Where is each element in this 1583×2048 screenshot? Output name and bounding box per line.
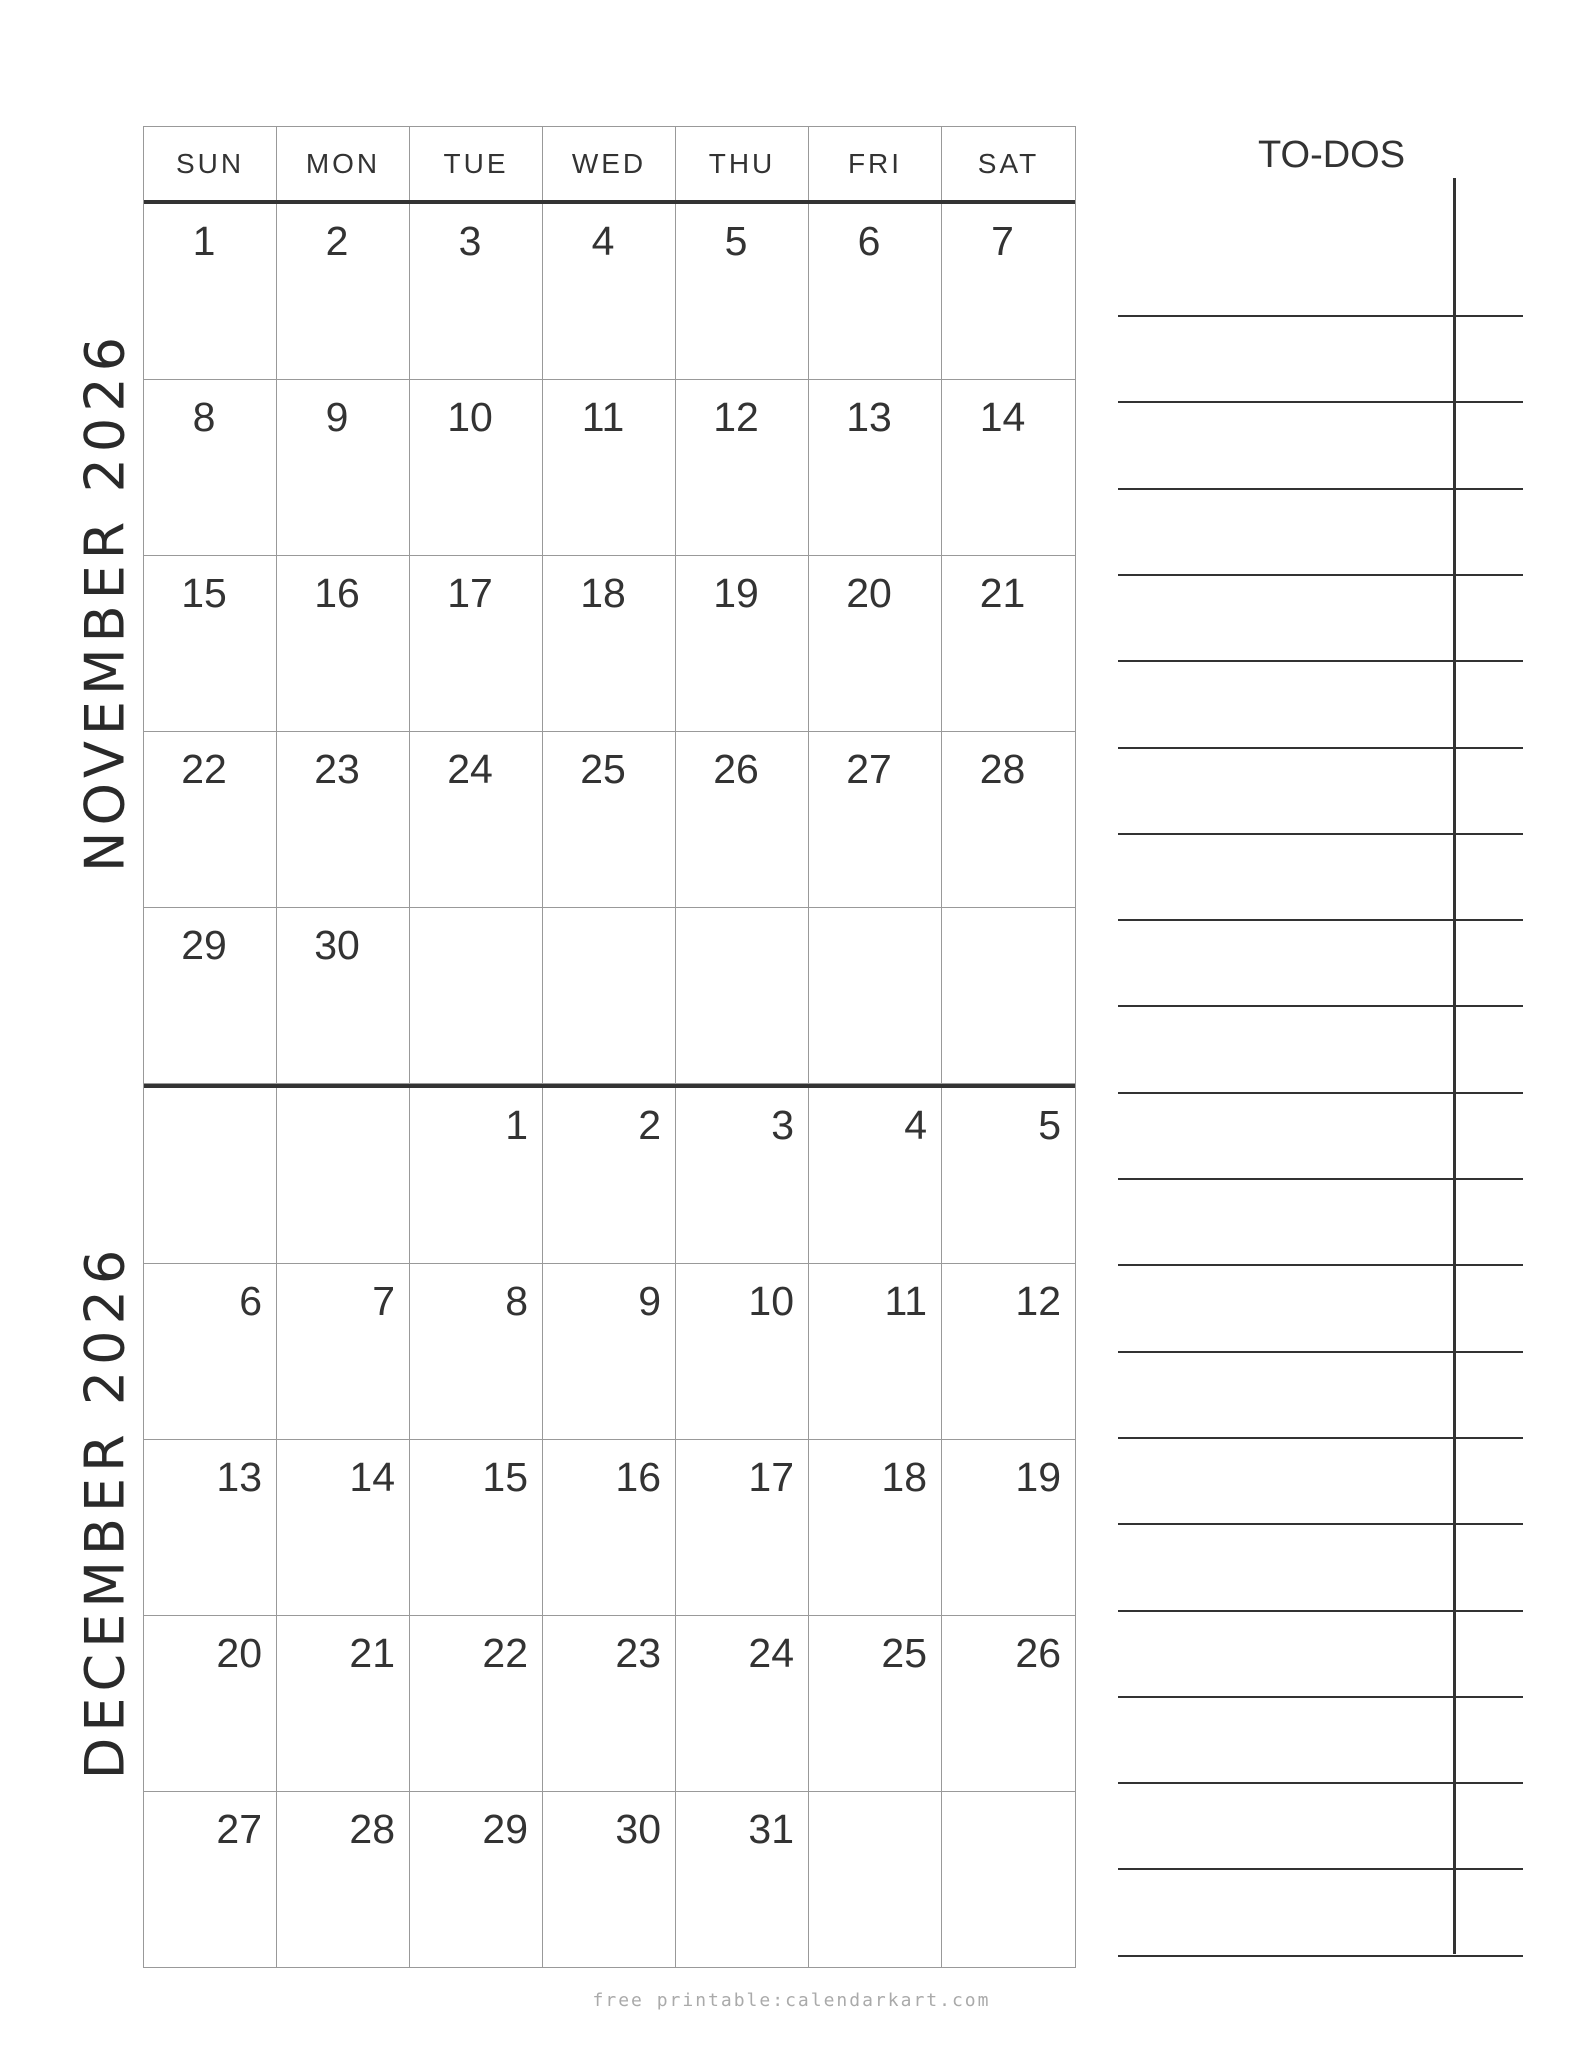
todo-line [1118, 401, 1523, 403]
november-day-number: 4 [591, 218, 615, 264]
december-day-cell [144, 1264, 277, 1439]
december-day-cell [144, 1792, 277, 1967]
footer-credit: free printable:calendarkart.com [592, 1990, 991, 2011]
november-day-number: 26 [713, 746, 759, 792]
november-day-cell [277, 380, 410, 555]
november-day-number: 20 [846, 570, 892, 616]
december-day-number: 17 [748, 1454, 794, 1500]
november-day-cell [543, 908, 676, 1083]
november-week-row [144, 908, 1075, 1084]
december-month-label: DECEMBER 2026 [73, 1243, 137, 1780]
november-day-cell [543, 204, 676, 379]
november-day-number: 30 [314, 922, 360, 968]
november-day-cell [144, 908, 277, 1083]
december-day-cell [410, 1088, 543, 1263]
december-day-number: 30 [615, 1806, 661, 1852]
november-day-cell [277, 908, 410, 1083]
december-weeks [144, 1084, 1075, 1967]
todo-line [1118, 660, 1523, 662]
weekday-sun: SUN [144, 127, 277, 200]
december-week-row [144, 1792, 1075, 1967]
november-day-number: 12 [713, 394, 759, 440]
december-day-cell [410, 1440, 543, 1615]
december-day-number: 29 [482, 1806, 528, 1852]
november-day-cell [809, 380, 942, 555]
november-day-cell [809, 908, 942, 1083]
december-day-number: 21 [349, 1630, 395, 1676]
november-day-cell [676, 556, 809, 731]
november-day-number: 8 [192, 394, 216, 440]
december-day-cell [809, 1792, 942, 1967]
december-day-number: 24 [748, 1630, 794, 1676]
december-day-number: 2 [638, 1102, 661, 1148]
november-day-cell [410, 556, 543, 731]
december-day-number: 15 [482, 1454, 528, 1500]
november-day-cell [809, 556, 942, 731]
november-day-cell [676, 204, 809, 379]
november-day-number: 10 [447, 394, 493, 440]
december-day-cell [676, 1792, 809, 1967]
weekday-mon: MON [277, 127, 410, 200]
december-day-cell [676, 1616, 809, 1791]
december-day-number: 16 [615, 1454, 661, 1500]
december-day-cell [144, 1440, 277, 1615]
november-day-cell [277, 556, 410, 731]
november-day-number: 22 [181, 746, 227, 792]
december-day-cell [543, 1616, 676, 1791]
december-day-cell [144, 1088, 277, 1263]
december-day-cell [277, 1264, 410, 1439]
todo-line [1118, 1610, 1523, 1612]
todo-line [1118, 1178, 1523, 1180]
december-day-cell [942, 1616, 1075, 1791]
november-day-number: 28 [979, 746, 1026, 792]
december-day-number: 13 [216, 1454, 262, 1500]
november-day-number: 16 [314, 570, 360, 616]
weekday-sat: SAT [977, 147, 1040, 179]
december-day-number: 4 [904, 1102, 927, 1148]
todo-line [1118, 488, 1523, 490]
november-day-number: 29 [181, 922, 227, 968]
november-day-cell [410, 380, 543, 555]
november-day-number: 3 [458, 218, 482, 264]
december-day-number: 5 [1038, 1102, 1061, 1148]
december-week-row [144, 1264, 1075, 1440]
todo-line [1118, 1005, 1523, 1007]
november-day-cell [277, 732, 410, 907]
november-day-cell [942, 908, 1075, 1083]
december-day-cell [809, 1440, 942, 1615]
november-month-label: NOVEMBER 2026 [73, 331, 137, 872]
december-day-number: 31 [748, 1806, 794, 1852]
november-week-row [144, 732, 1075, 908]
november-day-number: 23 [314, 746, 360, 792]
december-week-row [144, 1616, 1075, 1792]
december-day-number: 20 [216, 1630, 262, 1676]
todo-line [1118, 1696, 1523, 1698]
november-day-number: 25 [580, 746, 626, 792]
weekday-tue: TUE [410, 127, 543, 200]
weekday-wed: WED [543, 127, 676, 200]
december-day-cell [277, 1440, 410, 1615]
weekday-fri: FRI [809, 127, 942, 200]
november-day-cell [144, 556, 277, 731]
december-day-cell [543, 1264, 676, 1439]
december-day-number: 18 [881, 1454, 927, 1500]
november-day-cell [410, 908, 543, 1083]
november-day-cell [543, 556, 676, 731]
november-day-cell [942, 380, 1075, 555]
december-day-number: 27 [216, 1806, 262, 1852]
november-day-number: 1 [192, 218, 216, 264]
november-day-cell [676, 908, 809, 1083]
november-day-cell [543, 380, 676, 555]
november-day-number: 24 [447, 746, 493, 792]
december-day-number: 11 [884, 1278, 927, 1324]
december-day-number: 7 [372, 1278, 395, 1324]
december-day-number: 28 [349, 1806, 395, 1852]
november-day-number: 14 [979, 394, 1026, 440]
november-day-number: 21 [979, 570, 1026, 616]
todo-line [1118, 574, 1523, 576]
todo-line [1118, 1955, 1523, 1957]
november-day-number: 15 [181, 570, 227, 616]
todo-line [1118, 1092, 1523, 1094]
november-week-row [144, 380, 1075, 556]
weekday-thu: THU [676, 127, 809, 200]
todo-line [1118, 1868, 1523, 1870]
november-day-cell [676, 380, 809, 555]
todo-line [1118, 833, 1523, 835]
todo-line [1118, 747, 1523, 749]
december-day-cell [809, 1264, 942, 1439]
november-day-cell [144, 732, 277, 907]
todo-line [1118, 1523, 1523, 1525]
november-day-cell [942, 204, 1075, 379]
december-week-row [144, 1440, 1075, 1616]
november-day-number: 9 [325, 394, 349, 440]
december-day-cell [543, 1440, 676, 1615]
december-day-cell [809, 1616, 942, 1791]
november-day-cell [676, 732, 809, 907]
december-day-cell [277, 1792, 410, 1967]
december-day-number: 26 [1015, 1630, 1061, 1676]
november-day-cell [809, 732, 942, 907]
december-day-cell [942, 1088, 1075, 1263]
december-day-number: 8 [505, 1278, 528, 1324]
november-day-number: 7 [991, 218, 1014, 264]
december-day-cell [410, 1792, 543, 1967]
november-day-number: 19 [713, 570, 759, 616]
todo-line [1118, 315, 1523, 317]
november-day-cell [942, 556, 1075, 731]
december-day-number: 22 [482, 1630, 528, 1676]
december-day-cell [942, 1440, 1075, 1615]
november-day-cell [410, 732, 543, 907]
november-day-number: 5 [724, 218, 748, 264]
november-day-number: 17 [447, 570, 493, 616]
november-day-cell [942, 732, 1075, 907]
december-day-cell [543, 1088, 676, 1263]
december-day-number: 10 [748, 1278, 794, 1324]
november-day-cell [809, 204, 942, 379]
december-day-cell [676, 1440, 809, 1615]
december-day-number: 14 [349, 1454, 395, 1500]
december-day-cell [676, 1088, 809, 1263]
todo-line [1118, 1264, 1523, 1266]
november-week-row [144, 556, 1075, 732]
december-day-number: 25 [881, 1630, 927, 1676]
december-day-cell [942, 1264, 1075, 1439]
calendar-grid [143, 126, 1076, 1968]
december-day-number: 6 [239, 1278, 262, 1324]
november-day-number: 11 [581, 394, 625, 440]
november-day-number: 18 [580, 570, 626, 616]
november-day-number: 2 [325, 218, 349, 264]
november-day-cell [543, 732, 676, 907]
todo-line [1118, 1437, 1523, 1439]
december-day-number: 23 [615, 1630, 661, 1676]
november-day-cell [277, 204, 410, 379]
todo-line [1118, 1351, 1523, 1353]
november-weeks [144, 204, 1075, 1084]
todo-line [1118, 919, 1523, 921]
december-day-cell [410, 1616, 543, 1791]
weekday-header [144, 127, 1075, 204]
november-day-cell [410, 204, 543, 379]
december-day-cell [676, 1264, 809, 1439]
december-day-cell [277, 1616, 410, 1791]
november-day-cell [144, 204, 277, 379]
december-week-row [144, 1088, 1075, 1264]
december-day-cell [410, 1264, 543, 1439]
november-day-cell [144, 380, 277, 555]
december-day-cell [942, 1792, 1075, 1967]
november-day-number: 13 [846, 394, 892, 440]
december-day-number: 12 [1015, 1278, 1061, 1324]
december-day-number: 3 [771, 1102, 794, 1148]
november-week-row [144, 204, 1075, 380]
december-day-number: 19 [1015, 1454, 1061, 1500]
november-day-number: 6 [857, 218, 881, 264]
todos-title: TO-DOS [1258, 134, 1406, 176]
december-day-number: 1 [505, 1102, 528, 1148]
todo-line [1118, 1782, 1523, 1784]
december-day-cell [809, 1088, 942, 1263]
todos-divider [1453, 178, 1456, 1954]
december-day-cell [543, 1792, 676, 1967]
december-day-number: 9 [638, 1278, 661, 1324]
december-day-cell [277, 1088, 410, 1263]
november-day-number: 27 [846, 746, 892, 792]
december-day-cell [144, 1616, 277, 1791]
